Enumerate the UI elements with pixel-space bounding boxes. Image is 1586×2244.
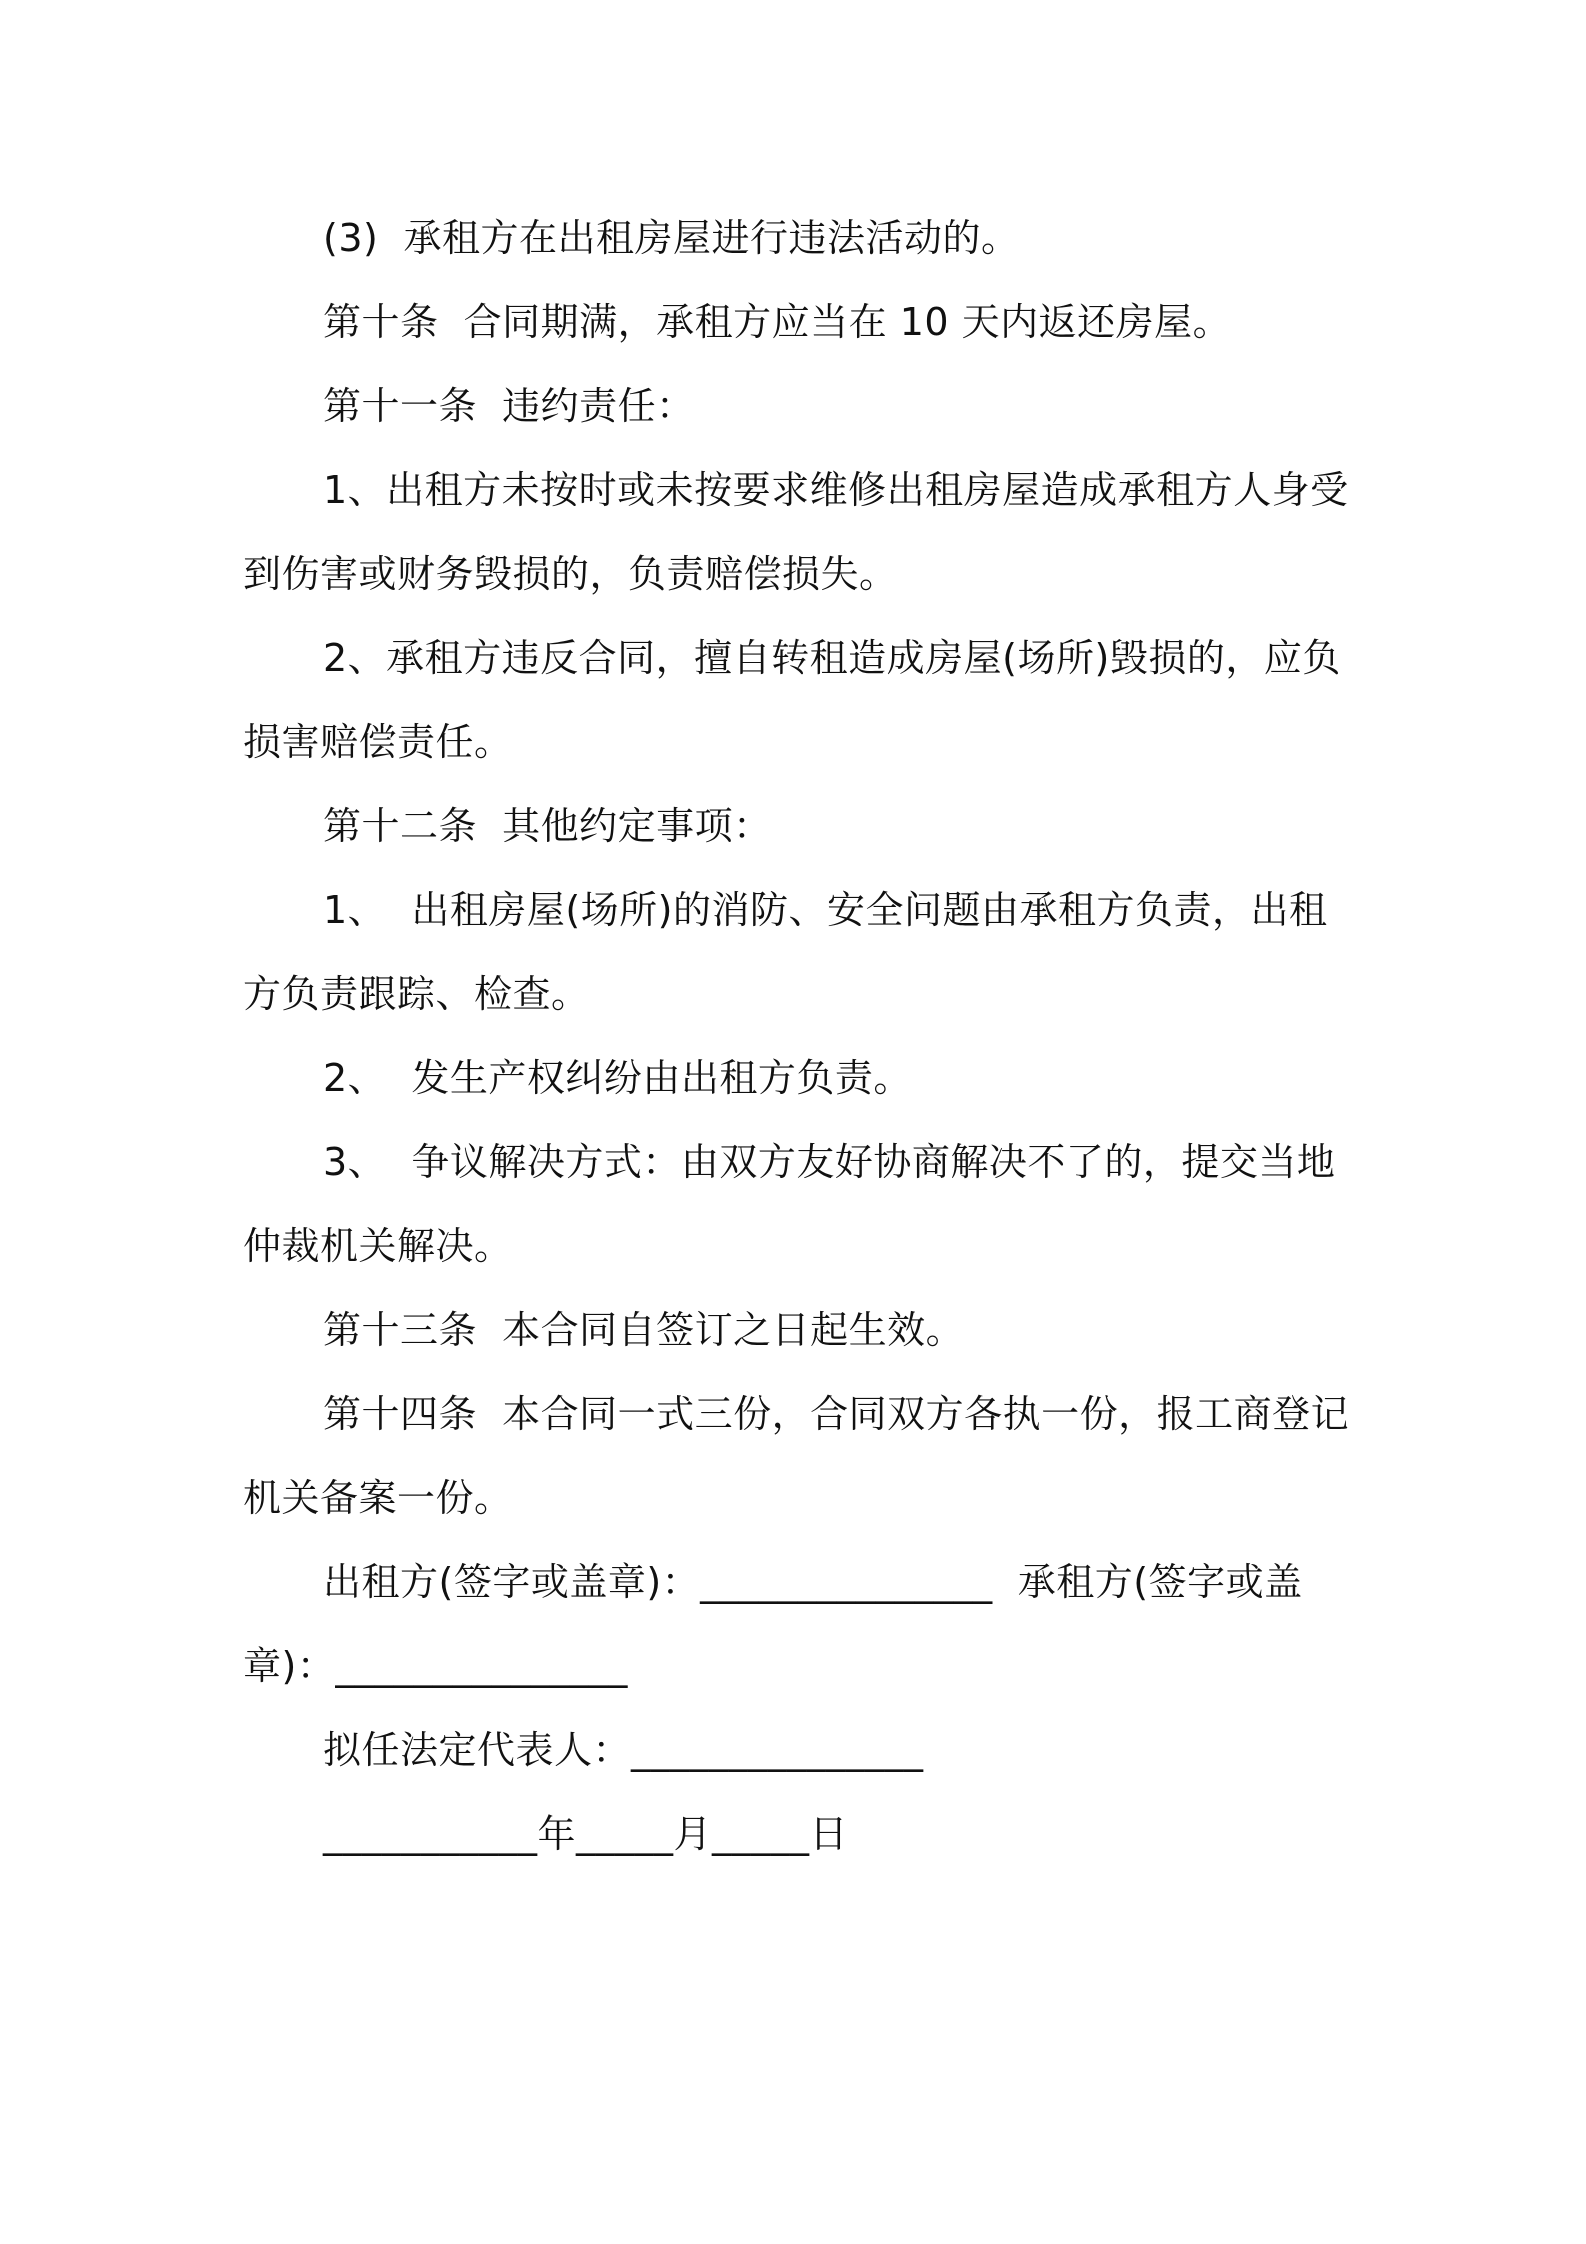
clause-9-item-3: (3) 承租方在出租房屋进行违法活动的。 (323, 216, 1020, 260)
clause-12-item-2: 2、 发生产权纠纷由出租方负责。 (323, 1056, 912, 1100)
document-body (243, 196, 1353, 1876)
clause-13: 第十三条 本合同自签订之日起生效。 (323, 1308, 965, 1352)
clause-14: 第十四条 本合同一式三份，合同双方各执一份，报工商登记机关备案一份。 (243, 1392, 1350, 1520)
clause-11-item-1: 1、出租方未按时或未按要求维修出租房屋造成承租方人身受到伤害或财务毁损的，负责赔偿损失。 (243, 468, 1349, 596)
signature-date: ___________年_____月_____日 (323, 1812, 849, 1856)
clause-11-heading: 第十一条 违约责任： (323, 384, 695, 428)
clause-12-heading: 第十二条 其他约定事项： (323, 804, 772, 848)
clause-12-item-3: 3、 争议解决方式：由双方友好协商解决不了的，提交当地仲裁机关解决。 (243, 1140, 1336, 1268)
clause-11-item-2: 2、承租方违反合同，擅自转租造成房屋(场所)毁损的，应负损害赔偿责任。 (243, 636, 1341, 764)
clause-12-item-1: 1、 出租房屋(场所)的消防、安全问题由承租方负责，出租方负责跟踪、检查。 (243, 888, 1328, 1016)
signature-legal-representative: 拟任法定代表人：_______________ (323, 1728, 924, 1772)
signature-lessor-lessee: 出租方(签字或盖章)：_______________ 承租方(签字或盖章)：_______________ (243, 1560, 1303, 1688)
clause-10: 第十条 合同期满，承租方应当在 10 天内返还房屋。 (323, 300, 1232, 344)
